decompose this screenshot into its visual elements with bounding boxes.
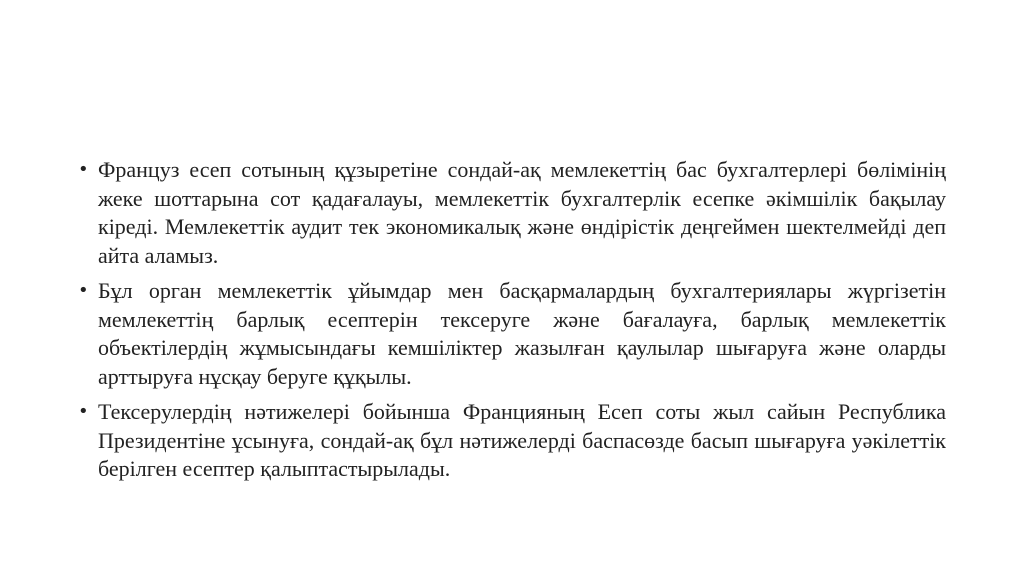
- bullet-list: [76, 156, 946, 491]
- bullet-text: Бұл орган мемлекеттік ұйымдар мен басқармалардың бухгалтериялары жүргізетін мемлекеттің барлық есептерін тексеруге және бағалауға, барлық мемлекеттік объектілердің жұмысындағы кемшіліктер жазылған қаулылар шығаруға және оларды арттыруға нұсқау беруге құқылы.: [98, 278, 946, 389]
- bullet-marker: •: [78, 280, 89, 301]
- bullet-text: Тексерулердің нәтижелері бойынша Францияның Есеп соты жыл сайын Республика Президентіне ұсынуға, сондай-ақ бұл нәтижелерді баспасөзде басып шығаруға уәкілеттік берілген есептер қалыптастырылады.: [98, 399, 946, 481]
- bullet-item: [76, 277, 946, 391]
- bullet-item: [76, 156, 946, 270]
- bullet-text: Француз есеп сотының құзыретіне сондай-ақ мемлекеттің бас бухгалтерлері бөлімінің жеке шоттарына сот қадағалауы, мемлекеттік бухгалтерлік есепке әкімшілік бақылау кіреді. Мемлекеттік аудит тек экономикалық және өндірістік деңгеймен шектелмейді деп айта аламыз.: [98, 157, 946, 268]
- bullet-item: [76, 398, 946, 484]
- bullet-marker: •: [78, 401, 89, 422]
- bullet-marker: •: [78, 159, 89, 180]
